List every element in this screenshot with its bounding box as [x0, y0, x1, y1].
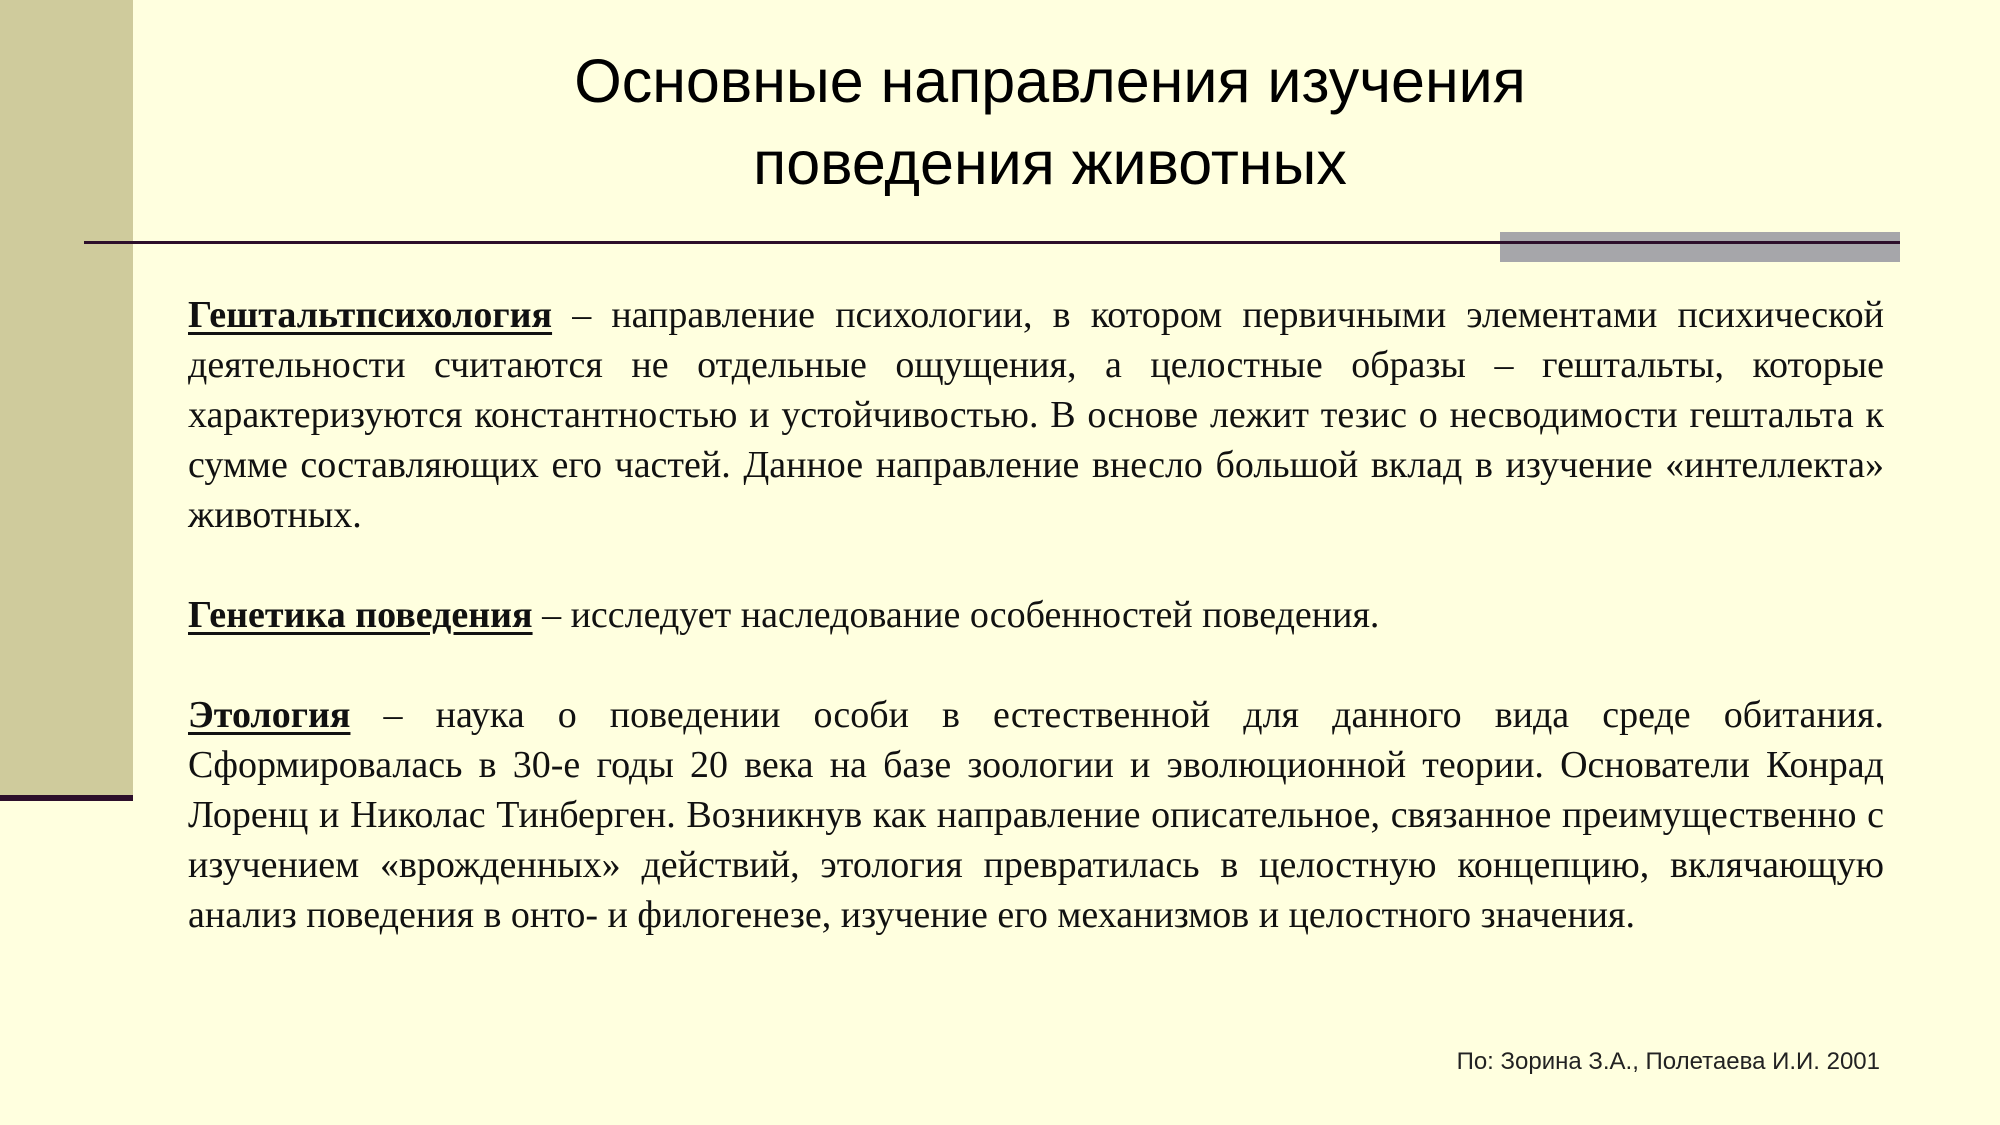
left-bar-underline: [0, 795, 133, 801]
definition-gestalt: – направление психологии, в котором первичными элементами психической деятельности считаются не отдельные ощущения, а целостные образы – гештальты, которые характеризуются константностью и устойчивостью. В основе лежит тезис о несводимости гештальта к сумме составляющих его частей. Данное направление внесло большой вклад в изучение «интеллекта» животных.: [188, 294, 1884, 536]
title-line-2: поведения животных: [753, 129, 1347, 197]
term-gestalt: Гештальтпсихология: [188, 294, 553, 336]
definition-behavior-genetics: – исследует наследование особенностей поведения.: [532, 594, 1380, 636]
paragraph-gestalt: [188, 290, 1884, 540]
left-decorative-bar: [0, 0, 133, 800]
term-ethology: Этология: [188, 694, 351, 736]
paragraph-behavior-genetics: [188, 590, 1884, 640]
title-divider-accent: [1500, 241, 1900, 244]
paragraph-ethology: [188, 690, 1884, 940]
source-citation: По: Зорина З.А., Полетаева И.И. 2001: [1456, 1048, 1880, 1075]
term-behavior-genetics: Генетика поведения: [188, 594, 533, 636]
title-accent-block: [1500, 232, 1900, 262]
slide-title: [300, 40, 1800, 204]
title-line-1: Основные направления изучения: [574, 47, 1526, 115]
slide-body: [188, 290, 1884, 940]
definition-ethology: – наука о поведении особи в естественной для данного вида среде обитания. Сформировалась в 30-е годы 20 века на базе зоологии и эволюционной теории. Основатели Конрад Лоренц и Николас Тинберген. Возникнув как направление описательное, связанное преимущественно с изучением «врожденных» действий, этология превратилась в целостную концепцию, вклячающую анализ поведения в онто- и филогенезе, изучение его механизмов и целостного значения.: [188, 694, 1884, 936]
